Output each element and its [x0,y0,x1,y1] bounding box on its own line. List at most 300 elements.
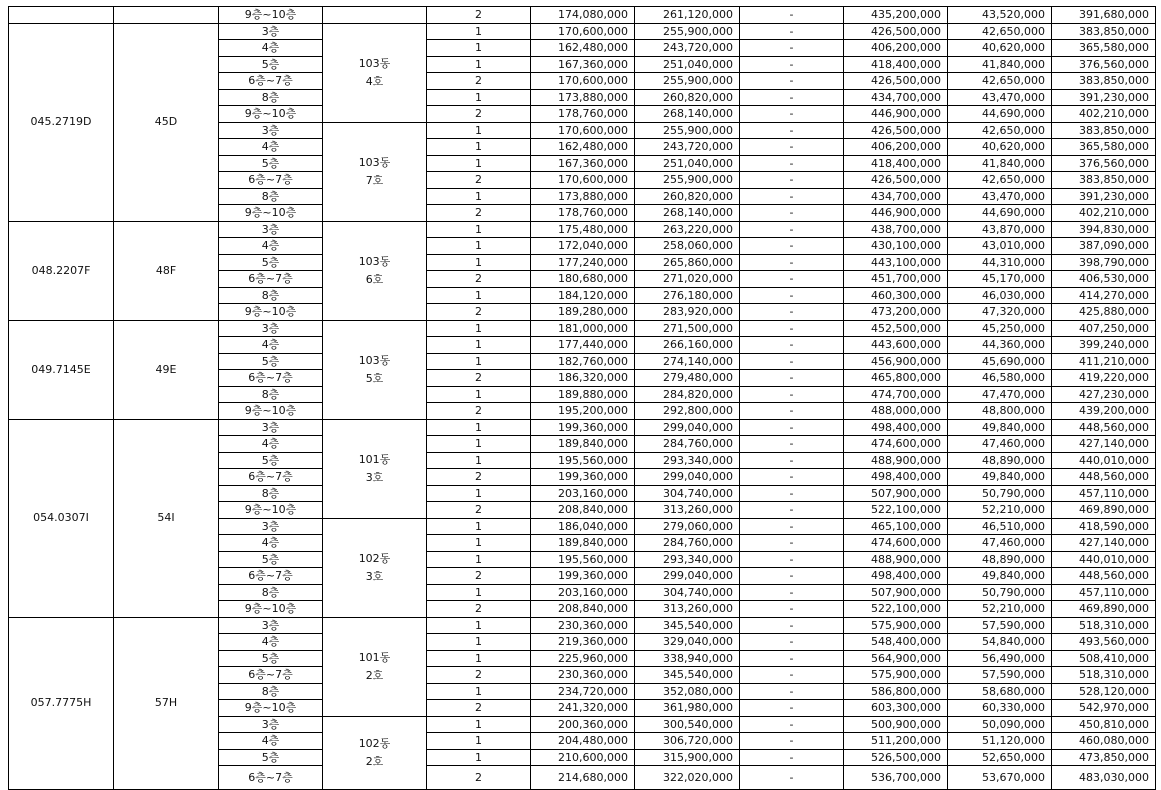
building-price-cell: 345,540,000 [635,667,740,684]
land-price-cell: 162,480,000 [531,139,635,156]
balance-cell: 440,010,000 [1052,452,1156,469]
balance-cell: 365,580,000 [1052,139,1156,156]
deposit-cell: 50,790,000 [948,485,1052,502]
floor-cell: 4층 [219,535,323,552]
extension-cell: - [740,320,844,337]
unit-cell [323,518,427,617]
balance-cell: 450,810,000 [1052,716,1156,733]
deposit-cell: 40,620,000 [948,139,1052,156]
land-price-cell: 203,160,000 [531,584,635,601]
deposit-cell: 42,650,000 [948,73,1052,90]
extension-cell: - [740,7,844,24]
extension-cell: - [740,485,844,502]
floor-cell: 5층 [219,452,323,469]
deposit-cell: 53,670,000 [948,766,1052,790]
deposit-cell: 40,620,000 [948,40,1052,57]
unit-cell [323,617,427,716]
total-price-cell: 564,900,000 [844,650,948,667]
deposit-cell: 44,690,000 [948,205,1052,222]
deposit-cell: 51,120,000 [948,733,1052,750]
floor-cell: 5층 [219,254,323,271]
land-price-cell: 174,080,000 [531,7,635,24]
building-price-cell: 271,500,000 [635,320,740,337]
floor-cell: 8층 [219,386,323,403]
balance-cell: 427,140,000 [1052,436,1156,453]
extension-cell: - [740,172,844,189]
floor-cell: 9층~10층 [219,502,323,519]
balance-cell: 427,230,000 [1052,386,1156,403]
type-cell: 48F [114,221,219,320]
floor-cell: 9층~10층 [219,304,323,321]
total-price-cell: 426,500,000 [844,172,948,189]
unit-dong: 103동 [358,155,391,169]
count-cell: 1 [427,584,531,601]
extension-cell: - [740,716,844,733]
total-price-cell: 465,100,000 [844,518,948,535]
floor-cell: 6층~7층 [219,568,323,585]
price-table [8,6,1156,790]
land-price-cell: 199,360,000 [531,568,635,585]
count-cell: 1 [427,650,531,667]
total-price-cell: 548,400,000 [844,634,948,651]
type-cell [114,7,219,24]
unit-cell [323,320,427,419]
land-price-cell: 178,760,000 [531,205,635,222]
count-cell: 2 [427,601,531,618]
count-cell: 1 [427,733,531,750]
land-price-cell: 208,840,000 [531,502,635,519]
balance-cell: 376,560,000 [1052,155,1156,172]
deposit-cell: 43,870,000 [948,221,1052,238]
count-cell: 1 [427,337,531,354]
total-price-cell: 434,700,000 [844,188,948,205]
balance-cell: 406,530,000 [1052,271,1156,288]
count-cell: 1 [427,436,531,453]
deposit-cell: 46,510,000 [948,518,1052,535]
table-row [9,617,1156,634]
unit-dong: 102동 [358,736,391,750]
type-cell: 45D [114,23,219,221]
extension-cell: - [740,205,844,222]
building-price-cell: 255,900,000 [635,73,740,90]
extension-cell: - [740,139,844,156]
unit-ho: 3호 [365,470,384,484]
count-cell: 2 [427,667,531,684]
land-price-cell: 184,120,000 [531,287,635,304]
land-price-cell: 181,000,000 [531,320,635,337]
balance-cell: 365,580,000 [1052,40,1156,57]
building-price-cell: 293,340,000 [635,551,740,568]
floor-cell: 4층 [219,139,323,156]
land-price-cell: 241,320,000 [531,700,635,717]
total-price-cell: 452,500,000 [844,320,948,337]
extension-cell: - [740,122,844,139]
total-price-cell: 406,200,000 [844,139,948,156]
extension-cell: - [740,419,844,436]
count-cell: 1 [427,419,531,436]
building-price-cell: 255,900,000 [635,122,740,139]
balance-cell: 383,850,000 [1052,172,1156,189]
land-price-cell: 230,360,000 [531,667,635,684]
deposit-cell: 57,590,000 [948,617,1052,634]
balance-cell: 383,850,000 [1052,23,1156,40]
deposit-cell: 49,840,000 [948,469,1052,486]
extension-cell: - [740,518,844,535]
extension-cell: - [740,436,844,453]
floor-cell: 9층~10층 [219,106,323,123]
floor-cell: 3층 [219,23,323,40]
deposit-cell: 46,580,000 [948,370,1052,387]
extension-cell: - [740,353,844,370]
deposit-cell: 57,590,000 [948,667,1052,684]
table-row [9,7,1156,24]
count-cell: 1 [427,716,531,733]
total-price-cell: 511,200,000 [844,733,948,750]
land-price-cell: 170,600,000 [531,73,635,90]
balance-cell: 402,210,000 [1052,205,1156,222]
unit-cell [323,221,427,320]
total-price-cell: 435,200,000 [844,7,948,24]
count-cell: 1 [427,254,531,271]
extension-cell: - [740,733,844,750]
total-price-cell: 507,900,000 [844,584,948,601]
deposit-cell: 54,840,000 [948,634,1052,651]
building-price-cell: 251,040,000 [635,56,740,73]
balance-cell: 418,590,000 [1052,518,1156,535]
land-price-cell: 199,360,000 [531,469,635,486]
land-price-cell: 186,040,000 [531,518,635,535]
extension-cell: - [740,766,844,790]
extension-cell: - [740,667,844,684]
unit-dong: 103동 [358,56,391,70]
deposit-cell: 52,650,000 [948,749,1052,766]
land-price-cell: 199,360,000 [531,419,635,436]
land-price-cell: 177,240,000 [531,254,635,271]
extension-cell: - [740,634,844,651]
count-cell: 2 [427,568,531,585]
total-price-cell: 488,000,000 [844,403,948,420]
building-price-cell: 243,720,000 [635,40,740,57]
floor-cell: 8층 [219,485,323,502]
unit-dong: 102동 [358,551,391,565]
total-price-cell: 500,900,000 [844,716,948,733]
building-price-cell: 306,720,000 [635,733,740,750]
model-cell: 045.2719D [9,23,114,221]
floor-cell: 5층 [219,56,323,73]
balance-cell: 469,890,000 [1052,601,1156,618]
total-price-cell: 522,100,000 [844,601,948,618]
unit-cell [323,7,427,24]
extension-cell: - [740,238,844,255]
count-cell: 1 [427,122,531,139]
total-price-cell: 488,900,000 [844,452,948,469]
deposit-cell: 47,320,000 [948,304,1052,321]
land-price-cell: 234,720,000 [531,683,635,700]
land-price-cell: 219,360,000 [531,634,635,651]
deposit-cell: 45,690,000 [948,353,1052,370]
floor-cell: 4층 [219,337,323,354]
balance-cell: 419,220,000 [1052,370,1156,387]
unit-dong: 103동 [358,254,391,268]
building-price-cell: 322,020,000 [635,766,740,790]
building-price-cell: 260,820,000 [635,89,740,106]
deposit-cell: 41,840,000 [948,155,1052,172]
land-price-cell: 170,600,000 [531,172,635,189]
land-price-cell: 189,280,000 [531,304,635,321]
count-cell: 1 [427,287,531,304]
unit-ho: 2호 [365,668,384,682]
count-cell: 2 [427,205,531,222]
unit-cell [323,23,427,122]
deposit-cell: 48,890,000 [948,551,1052,568]
extension-cell: - [740,287,844,304]
count-cell: 2 [427,172,531,189]
floor-cell: 4층 [219,436,323,453]
deposit-cell: 58,680,000 [948,683,1052,700]
count-cell: 2 [427,370,531,387]
land-price-cell: 204,480,000 [531,733,635,750]
extension-cell: - [740,650,844,667]
total-price-cell: 498,400,000 [844,568,948,585]
building-price-cell: 266,160,000 [635,337,740,354]
balance-cell: 528,120,000 [1052,683,1156,700]
building-price-cell: 274,140,000 [635,353,740,370]
floor-cell: 6층~7층 [219,469,323,486]
land-price-cell: 170,600,000 [531,23,635,40]
land-price-cell: 186,320,000 [531,370,635,387]
balance-cell: 383,850,000 [1052,122,1156,139]
extension-cell: - [740,452,844,469]
land-price-cell: 162,480,000 [531,40,635,57]
land-price-cell: 189,840,000 [531,535,635,552]
unit-ho: 3호 [365,569,384,583]
floor-cell: 4층 [219,634,323,651]
building-price-cell: 251,040,000 [635,155,740,172]
extension-cell: - [740,617,844,634]
building-price-cell: 255,900,000 [635,23,740,40]
floor-cell: 8층 [219,89,323,106]
balance-cell: 425,880,000 [1052,304,1156,321]
extension-cell: - [740,568,844,585]
balance-cell: 376,560,000 [1052,56,1156,73]
floor-cell: 4층 [219,40,323,57]
building-price-cell: 268,140,000 [635,205,740,222]
balance-cell: 391,230,000 [1052,188,1156,205]
building-price-cell: 304,740,000 [635,584,740,601]
unit-cell [323,122,427,221]
price-table-body [9,7,1156,790]
balance-cell: 391,230,000 [1052,89,1156,106]
extension-cell: - [740,23,844,40]
land-price-cell: 210,600,000 [531,749,635,766]
extension-cell: - [740,584,844,601]
count-cell: 1 [427,535,531,552]
extension-cell: - [740,221,844,238]
type-cell: 49E [114,320,219,419]
total-price-cell: 451,700,000 [844,271,948,288]
building-price-cell: 329,040,000 [635,634,740,651]
count-cell: 2 [427,304,531,321]
floor-cell: 5층 [219,155,323,172]
extension-cell: - [740,403,844,420]
balance-cell: 411,210,000 [1052,353,1156,370]
floor-cell: 6층~7층 [219,271,323,288]
land-price-cell: 182,760,000 [531,353,635,370]
land-price-cell: 195,560,000 [531,551,635,568]
balance-cell: 483,030,000 [1052,766,1156,790]
land-price-cell: 175,480,000 [531,221,635,238]
balance-cell: 457,110,000 [1052,584,1156,601]
total-price-cell: 575,900,000 [844,617,948,634]
deposit-cell: 48,890,000 [948,452,1052,469]
deposit-cell: 44,690,000 [948,106,1052,123]
balance-cell: 518,310,000 [1052,667,1156,684]
land-price-cell: 170,600,000 [531,122,635,139]
total-price-cell: 460,300,000 [844,287,948,304]
total-price-cell: 456,900,000 [844,353,948,370]
table-row [9,23,1156,40]
floor-cell: 5층 [219,353,323,370]
count-cell: 1 [427,452,531,469]
floor-cell: 3층 [219,320,323,337]
building-price-cell: 284,820,000 [635,386,740,403]
building-price-cell: 293,340,000 [635,452,740,469]
deposit-cell: 43,010,000 [948,238,1052,255]
total-price-cell: 418,400,000 [844,155,948,172]
land-price-cell: 195,200,000 [531,403,635,420]
count-cell: 1 [427,551,531,568]
floor-cell: 6층~7층 [219,73,323,90]
total-price-cell: 418,400,000 [844,56,948,73]
land-price-cell: 167,360,000 [531,56,635,73]
balance-cell: 508,410,000 [1052,650,1156,667]
total-price-cell: 474,600,000 [844,436,948,453]
floor-cell: 3층 [219,419,323,436]
deposit-cell: 56,490,000 [948,650,1052,667]
count-cell: 1 [427,749,531,766]
building-price-cell: 299,040,000 [635,469,740,486]
deposit-cell: 50,790,000 [948,584,1052,601]
count-cell: 2 [427,73,531,90]
total-price-cell: 426,500,000 [844,73,948,90]
land-price-cell: 214,680,000 [531,766,635,790]
floor-cell: 9층~10층 [219,601,323,618]
extension-cell: - [740,386,844,403]
total-price-cell: 406,200,000 [844,40,948,57]
unit-ho: 5호 [365,371,384,385]
balance-cell: 448,560,000 [1052,568,1156,585]
total-price-cell: 507,900,000 [844,485,948,502]
floor-cell: 5층 [219,749,323,766]
balance-cell: 460,080,000 [1052,733,1156,750]
deposit-cell: 44,360,000 [948,337,1052,354]
deposit-cell: 43,470,000 [948,89,1052,106]
unit-ho: 7호 [365,173,384,187]
total-price-cell: 446,900,000 [844,205,948,222]
floor-cell: 6층~7층 [219,766,323,790]
balance-cell: 402,210,000 [1052,106,1156,123]
count-cell: 1 [427,89,531,106]
land-price-cell: 172,040,000 [531,238,635,255]
land-price-cell: 173,880,000 [531,188,635,205]
building-price-cell: 300,540,000 [635,716,740,733]
floor-cell: 8층 [219,188,323,205]
total-price-cell: 474,600,000 [844,535,948,552]
balance-cell: 439,200,000 [1052,403,1156,420]
extension-cell: - [740,683,844,700]
deposit-cell: 47,460,000 [948,436,1052,453]
total-price-cell: 465,800,000 [844,370,948,387]
count-cell: 2 [427,106,531,123]
building-price-cell: 338,940,000 [635,650,740,667]
unit-dong: 101동 [358,650,391,664]
building-price-cell: 313,260,000 [635,601,740,618]
floor-cell: 8층 [219,584,323,601]
building-price-cell: 313,260,000 [635,502,740,519]
count-cell: 2 [427,7,531,24]
building-price-cell: 263,220,000 [635,221,740,238]
building-price-cell: 265,860,000 [635,254,740,271]
floor-cell: 6층~7층 [219,667,323,684]
extension-cell: - [740,40,844,57]
table-row [9,419,1156,436]
building-price-cell: 352,080,000 [635,683,740,700]
building-price-cell: 268,140,000 [635,106,740,123]
table-row [9,221,1156,238]
count-cell: 2 [427,766,531,790]
total-price-cell: 426,500,000 [844,122,948,139]
balance-cell: 473,850,000 [1052,749,1156,766]
building-price-cell: 283,920,000 [635,304,740,321]
deposit-cell: 43,470,000 [948,188,1052,205]
unit-dong: 101동 [358,452,391,466]
extension-cell: - [740,155,844,172]
balance-cell: 383,850,000 [1052,73,1156,90]
count-cell: 2 [427,403,531,420]
deposit-cell: 42,650,000 [948,23,1052,40]
building-price-cell: 315,900,000 [635,749,740,766]
price-table-container [8,6,1155,790]
building-price-cell: 271,020,000 [635,271,740,288]
deposit-cell: 47,470,000 [948,386,1052,403]
balance-cell: 448,560,000 [1052,419,1156,436]
floor-cell: 3층 [219,617,323,634]
floor-cell: 8층 [219,287,323,304]
count-cell: 1 [427,238,531,255]
extension-cell: - [740,271,844,288]
extension-cell: - [740,73,844,90]
extension-cell: - [740,254,844,271]
count-cell: 1 [427,485,531,502]
balance-cell: 407,250,000 [1052,320,1156,337]
floor-cell: 3층 [219,518,323,535]
land-price-cell: 225,960,000 [531,650,635,667]
balance-cell: 398,790,000 [1052,254,1156,271]
floor-cell: 4층 [219,733,323,750]
count-cell: 1 [427,518,531,535]
floor-cell: 3층 [219,716,323,733]
count-cell: 2 [427,502,531,519]
extension-cell: - [740,502,844,519]
extension-cell: - [740,304,844,321]
building-price-cell: 284,760,000 [635,535,740,552]
count-cell: 1 [427,617,531,634]
building-price-cell: 243,720,000 [635,139,740,156]
count-cell: 2 [427,271,531,288]
land-price-cell: 189,840,000 [531,436,635,453]
type-cell: 54I [114,419,219,617]
total-price-cell: 488,900,000 [844,551,948,568]
